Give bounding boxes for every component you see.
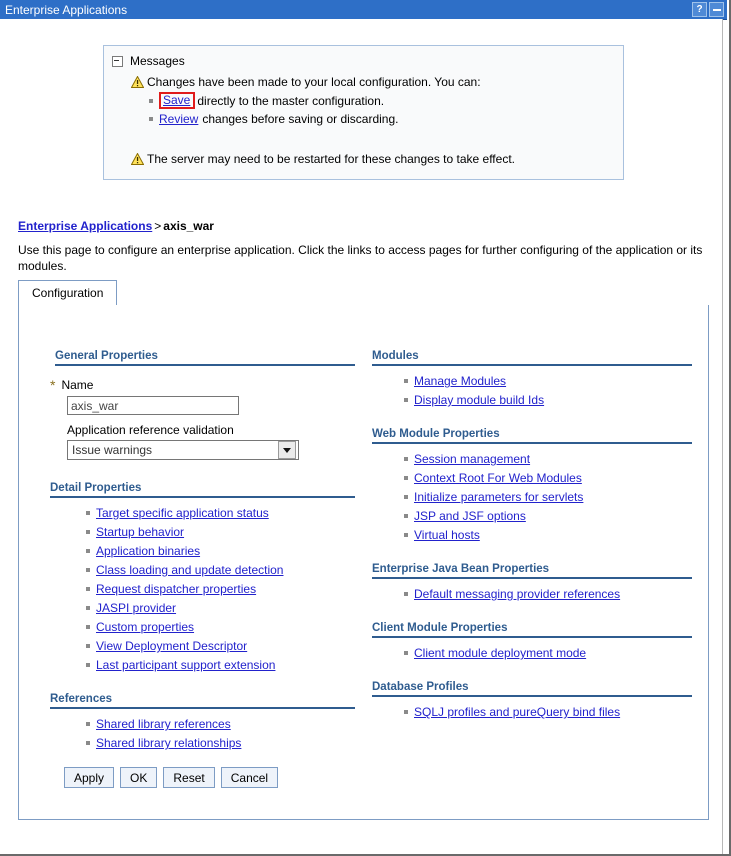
help-icon[interactable]: ? <box>692 2 707 17</box>
list-item <box>86 736 355 750</box>
warning-triangle-icon <box>131 153 144 165</box>
list-item <box>86 717 355 731</box>
bullet-icon <box>86 625 90 629</box>
breadcrumb-root-link[interactable]: Enterprise Applications <box>18 219 153 233</box>
section-database-profiles-title: Database Profiles <box>372 681 692 697</box>
validation-field-label: Application reference validation <box>67 423 234 437</box>
link-jaspi-provider[interactable]: JASPI provider <box>96 601 177 615</box>
collapse-icon[interactable] <box>112 56 123 67</box>
bullet-icon <box>86 606 90 610</box>
configuration-panel <box>18 305 709 820</box>
list-item <box>404 587 692 601</box>
bullet-icon <box>86 511 90 515</box>
list-item <box>149 92 623 109</box>
breadcrumb <box>18 219 214 233</box>
link-initialize-parameters-for-servlets[interactable]: Initialize parameters for servlets <box>414 490 584 504</box>
bullet-icon <box>149 99 153 103</box>
section-web-module-properties-title: Web Module Properties <box>372 428 692 444</box>
section-modules-title: Modules <box>372 350 692 366</box>
bullet-icon <box>86 587 90 591</box>
ejb-properties-links <box>372 579 692 601</box>
breadcrumb-separator: > <box>154 219 162 233</box>
bullet-icon <box>404 533 408 537</box>
bullet-icon <box>404 398 408 402</box>
messages-title: Messages <box>130 54 185 68</box>
bullet-icon <box>86 741 90 745</box>
section-client-module-properties-title: Client Module Properties <box>372 622 692 638</box>
minimize-icon[interactable] <box>709 2 724 17</box>
list-item <box>404 646 692 660</box>
page-body <box>0 19 723 854</box>
link-target-specific-application-status[interactable]: Target specific application status <box>96 506 269 520</box>
section-references-title: References <box>50 693 355 709</box>
link-default-messaging-provider-references[interactable]: Default messaging provider references <box>414 587 621 601</box>
list-item <box>404 452 692 466</box>
link-shared-library-relationships[interactable]: Shared library relationships <box>96 736 242 750</box>
name-field-label-row <box>50 378 355 392</box>
bullet-icon <box>404 457 408 461</box>
page-description: Use this page to configure an enterprise application. Click the links to access pages for further configuring of the application or its modules. <box>18 243 703 273</box>
warning-triangle-icon <box>131 76 144 88</box>
bullet-icon <box>404 710 408 714</box>
list-item <box>404 393 692 407</box>
list-item <box>149 111 623 127</box>
link-virtual-hosts[interactable]: Virtual hosts <box>414 528 480 542</box>
apply-button[interactable]: Apply <box>64 767 114 788</box>
list-item <box>404 490 692 504</box>
messages-header <box>104 46 623 68</box>
required-marker-icon: * <box>50 377 56 393</box>
link-last-participant-support-extension[interactable]: Last participant support extension <box>96 658 276 672</box>
list-item <box>86 544 355 558</box>
bullet-icon <box>86 568 90 572</box>
messages-primary-row <box>104 75 623 89</box>
tab-configuration[interactable]: Configuration <box>18 280 117 305</box>
bullet-icon <box>86 722 90 726</box>
list-item <box>86 506 355 520</box>
bullet-icon <box>404 592 408 596</box>
save-line-text: directly to the master configuration. <box>197 93 385 108</box>
link-shared-library-references[interactable]: Shared library references <box>96 717 231 731</box>
detail-properties-links <box>50 498 355 672</box>
messages-footer-text: The server may need to be restarted for these changes to take effect. <box>147 152 515 166</box>
chevron-down-icon[interactable] <box>278 441 296 459</box>
list-item <box>404 705 692 719</box>
messages-footer-row <box>104 152 623 166</box>
link-client-module-deployment-mode[interactable]: Client module deployment mode <box>414 646 587 660</box>
ok-button[interactable]: OK <box>120 767 157 788</box>
breadcrumb-current: axis_war <box>163 219 214 233</box>
list-item <box>86 563 355 577</box>
section-detail-properties-title: Detail Properties <box>50 482 355 498</box>
window-titlebar <box>0 0 727 20</box>
messages-primary-text: Changes have been made to your local configuration. You can: <box>147 75 481 89</box>
reset-button[interactable]: Reset <box>163 767 214 788</box>
review-link[interactable]: Review <box>159 112 199 126</box>
list-item <box>404 374 692 388</box>
bullet-icon <box>404 379 408 383</box>
bullet-icon <box>86 549 90 553</box>
window-controls <box>692 2 727 17</box>
link-jsp-and-jsf-options[interactable]: JSP and JSF options <box>414 509 526 523</box>
list-item <box>86 620 355 634</box>
validation-selected-value: Issue warnings <box>72 443 153 457</box>
bullet-icon <box>404 495 408 499</box>
link-view-deployment-descriptor[interactable]: View Deployment Descriptor <box>96 639 248 653</box>
action-button-row <box>64 767 278 788</box>
review-line-text: changes before saving or discarding. <box>202 112 399 126</box>
name-input[interactable] <box>67 396 239 415</box>
right-column <box>372 350 692 724</box>
tab-bar <box>18 280 709 306</box>
link-manage-modules[interactable]: Manage Modules <box>414 374 507 388</box>
save-link[interactable]: Save <box>163 93 191 107</box>
modules-links <box>372 366 692 407</box>
messages-action-list <box>104 92 623 127</box>
link-sqlj-profiles-and-purequery-bind-files[interactable]: SQLJ profiles and pureQuery bind files <box>414 705 621 719</box>
bullet-icon <box>86 644 90 648</box>
bullet-icon <box>404 514 408 518</box>
list-item <box>86 601 355 615</box>
section-ejb-properties-title: Enterprise Java Bean Properties <box>372 563 692 579</box>
section-general-properties-title: General Properties <box>55 350 355 366</box>
list-item <box>86 639 355 653</box>
list-item <box>86 582 355 596</box>
link-application-binaries[interactable]: Application binaries <box>96 544 201 558</box>
bullet-icon <box>404 651 408 655</box>
cancel-button[interactable]: Cancel <box>221 767 278 788</box>
name-field-label: Name <box>61 378 94 392</box>
left-column <box>50 350 355 755</box>
bullet-icon <box>86 530 90 534</box>
bullet-icon <box>86 663 90 667</box>
references-links <box>50 709 355 750</box>
link-request-dispatcher-properties[interactable]: Request dispatcher properties <box>96 582 257 596</box>
messages-panel <box>103 45 624 180</box>
database-profiles-links <box>372 697 692 719</box>
list-item <box>404 528 692 542</box>
web-module-properties-links <box>372 444 692 542</box>
list-item <box>86 658 355 672</box>
link-custom-properties[interactable]: Custom properties <box>96 620 195 634</box>
bullet-icon <box>404 476 408 480</box>
link-class-loading-and-update-detection[interactable]: Class loading and update detection <box>96 563 284 577</box>
link-context-root-for-web-modules[interactable]: Context Root For Web Modules <box>414 471 582 485</box>
link-display-module-build-ids[interactable]: Display module build Ids <box>414 393 545 407</box>
save-link-highlight <box>159 92 195 109</box>
link-session-management[interactable]: Session management <box>414 452 531 466</box>
link-startup-behavior[interactable]: Startup behavior <box>96 525 185 539</box>
application-reference-validation-select[interactable] <box>67 440 299 460</box>
list-item <box>404 509 692 523</box>
client-module-properties-links <box>372 638 692 660</box>
bullet-icon <box>149 117 153 121</box>
window-title: Enterprise Applications <box>5 2 128 17</box>
list-item <box>404 471 692 485</box>
list-item <box>86 525 355 539</box>
